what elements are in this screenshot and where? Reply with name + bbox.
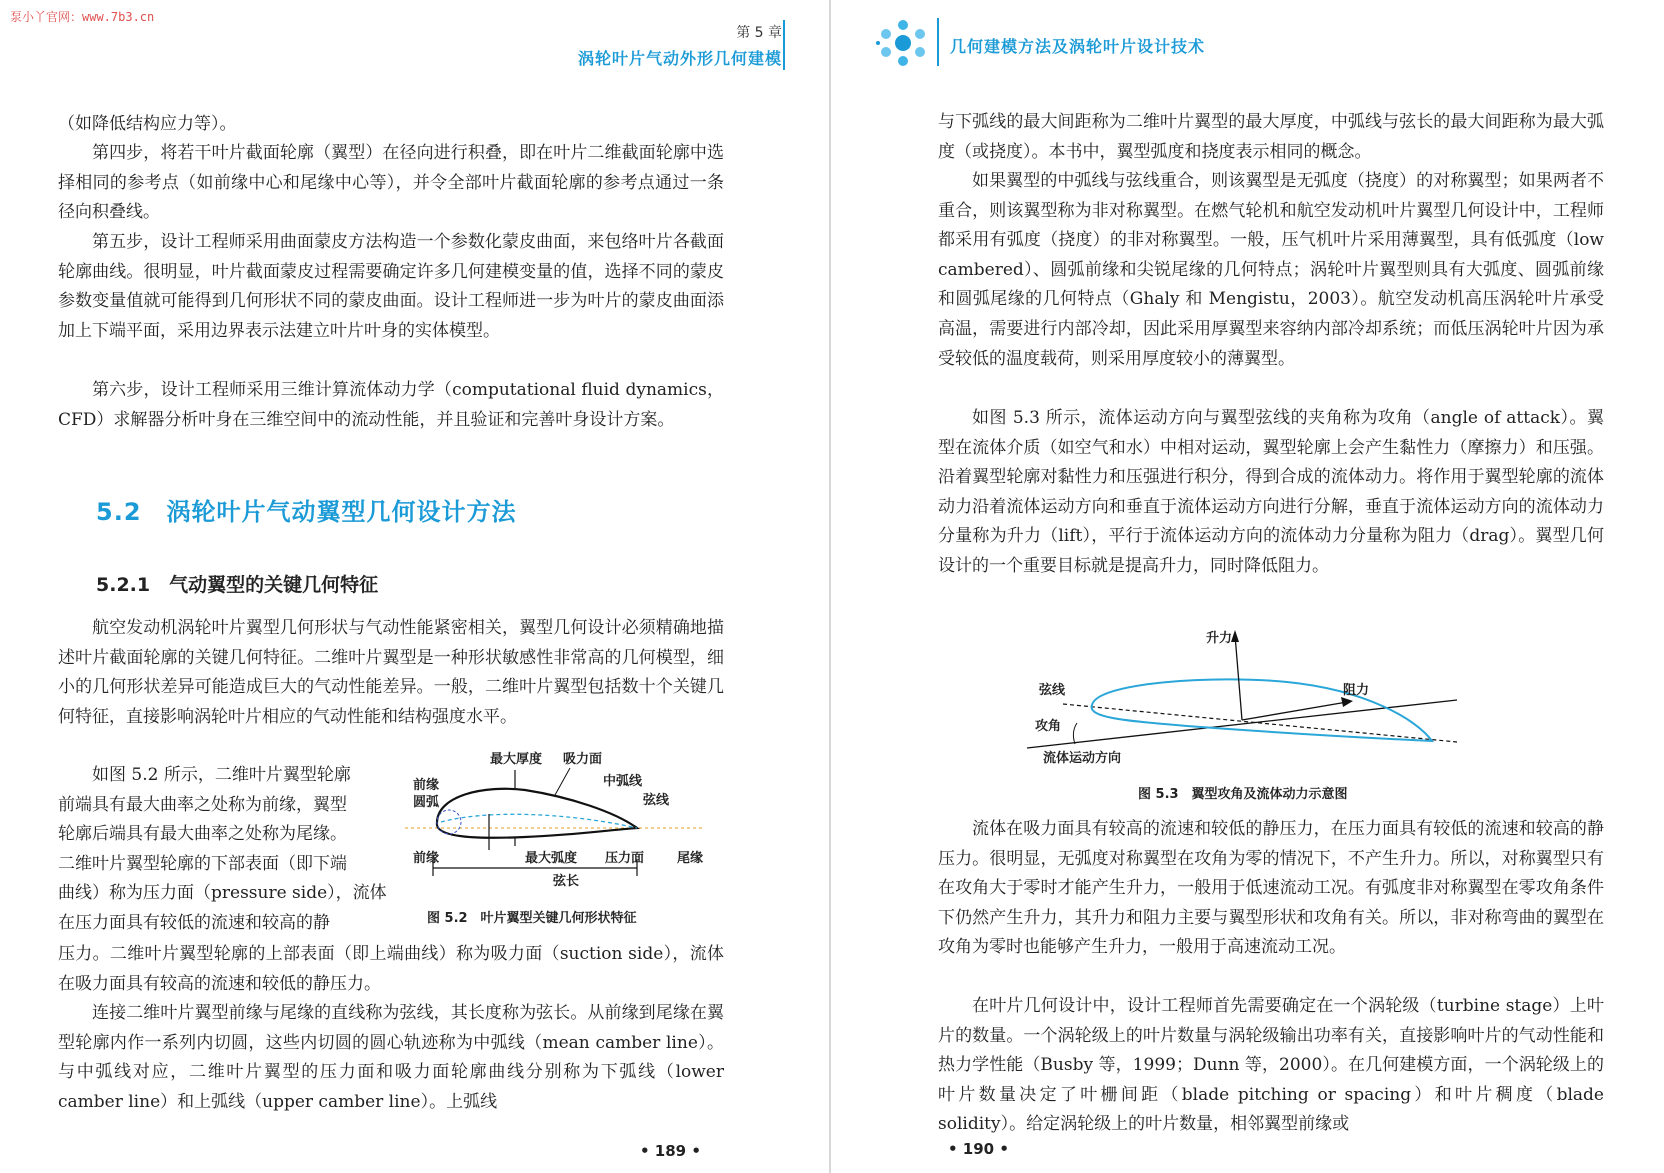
airfoil-geometry-figure	[405, 740, 725, 900]
label-mean-line: 中弧线	[603, 774, 643, 789]
paragraph: （如降低结构应力等）。	[58, 114, 237, 134]
label-pressure-side: 压力面	[605, 851, 645, 866]
text-line: 曲线）称为压力面（pressure side），流体	[58, 883, 387, 904]
lift-vector	[1235, 635, 1242, 720]
paragraph: 如果翼型的中弧线与弦线重合，则该翼型是无弧度（挠度）的对称翼型；如果两者不重合，则该翼型称为非对称翼型。在燃气轮机和航空发动机叶片翼型几何设计中，工程师都采用有弧度（挠度）的非对称翼型。一般，压气机叶片采用薄翼型，具有低弧度（low cambered）、圆弧前缘和尖锐尾缘的几何特点；涡轮叶片翼型则具有大弧度、圆弧前缘和圆弧尾缘的几何特点（Ghaly 和 Mengistu，2003）。航空发动机高压涡轮叶片承受高温，需要进行内部冷却，因此采用厚翼型来容纳内部冷却系统；而低压涡轮叶片因为承受较低的温度载荷，则采用厚度较小的薄翼型。	[938, 171, 1604, 369]
page-gutter	[829, 0, 831, 1173]
airfoil-outline	[1092, 679, 1432, 741]
drag-vector	[1242, 702, 1347, 720]
figure-caption: 图 5.3 翼型攻角及流体动力示意图	[1138, 787, 1348, 802]
label-chord: 弦线	[1039, 683, 1066, 698]
paragraph: 如图 5.3 所示，流体运动方向与翼型弦线的夹角称为攻角（angle of attack）。翼型在流体介质（如空气和水）中相对运动，翼型轮廓上会产生黏性力（摩擦力）和压强。沿着翼型轮廓对黏性力和压强进行积分，得到合成的流体动力。将作用于翼型轮廓的流体动力沿着流体运动方向和垂直于流体运动方向进行分解，垂直于流体运动方向的流体动力分量称为升力（lift），平行于流体运动方向的流体动力分量称为阻力（drag）。翼型几何设计的一个重要目标就是提高升力，同时降低阻力。	[938, 408, 1604, 576]
chapter-label: 第 5 章	[736, 25, 782, 41]
label-suction-side: 吸力面	[563, 752, 603, 767]
lift-arrowhead	[1231, 630, 1239, 642]
label-flow-direction: 流体运动方向	[1043, 751, 1122, 765]
text-line: 前端具有最大曲率之处称为前缘，翼型	[58, 794, 347, 815]
right-page	[832, 0, 1664, 1173]
paragraph: 连接二维叶片翼型前缘与尾缘的直线称为弦线，其长度称为弦长。从前缘到尾缘在翼型轮廓内作一系列内切圆，这些内切圆的圆心轨迹称为中弧线（mean camber line）。与中弧线对应，二维叶片翼型的压力面和吸力面轮廓曲线分别称为下弧线（lower camber line）和上弧线（upper camber line）。上弧线	[58, 1003, 724, 1112]
text-line: 在压力面具有较低的流速和较高的静	[58, 912, 330, 933]
paragraph: 压力。二维叶片翼型轮廓的上部表面（即上端曲线）称为吸力面（suction side），流体在吸力面具有较高的流速和较低的静压力。	[58, 944, 724, 994]
label-angle-of-attack: 攻角	[1035, 719, 1062, 734]
subsection-title: 5.2.1 气动翼型的关键几何特征	[96, 574, 379, 596]
mean-camber-line	[441, 814, 637, 828]
label-max-thickness: 最大厚度	[490, 752, 543, 767]
left-page	[0, 0, 830, 1173]
text-line: 二维叶片翼型轮廓的下部表面（即下端	[58, 853, 347, 874]
paragraph: 航空发动机涡轮叶片翼型几何形状与气动性能紧密相关，翼型几何设计必须精确地描述叶片截面轮廓的关键几何特征。二维叶片翼型是一种形状敏感性非常高的几何模型，细小的几何形状差异可能造成巨大的气动性能差异。一般，二维叶片翼型包括数十个关键几何特征，直接影响涡轮叶片相应的气动性能和结构强度水平。	[58, 618, 724, 727]
paragraph: 流体在吸力面具有较高的流速和较低的静压力，在压力面具有较低的流速和较高的静压力。很明显，无弧度对称翼型在攻角为零的情况下，不产生升力。所以，对称翼型只有在攻角大于零时才能产生升力，一般用于低速流动工况。有弧度非对称翼型在零攻角条件下仍然产生升力，其升力和阻力主要与翼型形状和攻角有关。所以，非对称弯曲的翼型在攻角为零时也能够产生升力，一般用于高速流动工况。	[938, 819, 1604, 958]
label-chord-length: 弦长	[553, 874, 580, 889]
text-line: 轮廓后端具有最大曲率之处称为尾缘。	[58, 824, 347, 845]
label-le-circle-2: 圆弧	[413, 795, 440, 810]
page-number: • 190 •	[948, 1140, 1009, 1158]
text-line: 如图 5.2 所示，二维叶片翼型轮廓	[92, 765, 351, 785]
airfoil-outline	[437, 789, 637, 838]
header-divider	[937, 18, 939, 66]
section-title: 5.2 涡轮叶片气动翼型几何设计方法	[96, 498, 517, 526]
figure-caption: 图 5.2 叶片翼型关键几何形状特征	[427, 911, 637, 926]
book-title: 几何建模方法及涡轮叶片设计技术	[950, 37, 1206, 56]
label-le-circle-1: 前缘	[413, 778, 440, 793]
logo-icon	[876, 18, 930, 68]
page-number: • 189 •	[640, 1142, 701, 1160]
paragraph: 与下弧线的最大间距称为二维叶片翼型的最大厚度，中弧线与弦长的最大间距称为最大弧度（或挠度）。本书中，翼型弧度和挠度表示相同的概念。	[938, 112, 1604, 162]
paragraph: 第五步，设计工程师采用曲面蒙皮方法构造一个参数化蒙皮曲面，来包络叶片各截面轮廓曲线。很明显，叶片截面蒙皮过程需要确定许多几何建模变量的值，选择不同的蒙皮参数变量值就可能得到几何形状不同的蒙皮曲面。设计工程师进一步为叶片的蒙皮曲面添加上下端平面，采用边界表示法建立叶片叶身的实体模型。	[58, 232, 724, 341]
header-divider	[783, 20, 785, 70]
chord-line	[1063, 704, 1457, 742]
paragraph: 第四步，将若干叶片截面轮廓（翼型）在径向进行积叠，即在叶片二维截面轮廓中选择相同的参考点（如前缘中心和尾缘中心等），并令全部叶片截面轮廓的参考点通过一条径向积叠线。	[58, 143, 724, 223]
watermark: 泵小丫官网：www.7b3.cn	[10, 10, 155, 24]
label-chord-line: 弦线	[643, 793, 670, 808]
drag-arrowhead	[1341, 697, 1353, 707]
suction-leader	[555, 768, 570, 795]
label-trailing-edge: 尾缘	[677, 851, 704, 866]
paragraph: 在叶片几何设计中，设计工程师首先需要确定在一个涡轮级（turbine stage）上叶片的数量。一个涡轮级上的叶片数量与涡轮级输出功率有关，直接影响叶片的气动性能和热力学性能（Busby 等，1999；Dunn 等，2000）。在几何建模方面，一个涡轮级上的叶片数量决定了叶栅间距（blade pitching or spacing）和叶片稠度（blade solidity）。给定涡轮级上的叶片数量，相邻翼型前缘或	[938, 996, 1604, 1135]
label-lift: 升力	[1206, 631, 1233, 646]
paragraph: 第六步，设计工程师采用三维计算流体动力学（computational fluid dynamics，CFD）求解器分析叶身在三维空间中的流动性能，并且验证和完善叶身设计方案。	[58, 380, 724, 430]
label-max-camber: 最大弧度	[525, 851, 578, 866]
angle-arc	[1073, 723, 1077, 744]
chapter-title: 涡轮叶片气动外形几何建模	[577, 49, 782, 68]
label-leading-edge: 前缘	[413, 851, 440, 866]
angle-of-attack-figure	[1017, 620, 1497, 765]
left-running-header	[578, 22, 782, 69]
label-drag: 阻力	[1343, 683, 1370, 698]
wrapped-text	[58, 761, 398, 939]
